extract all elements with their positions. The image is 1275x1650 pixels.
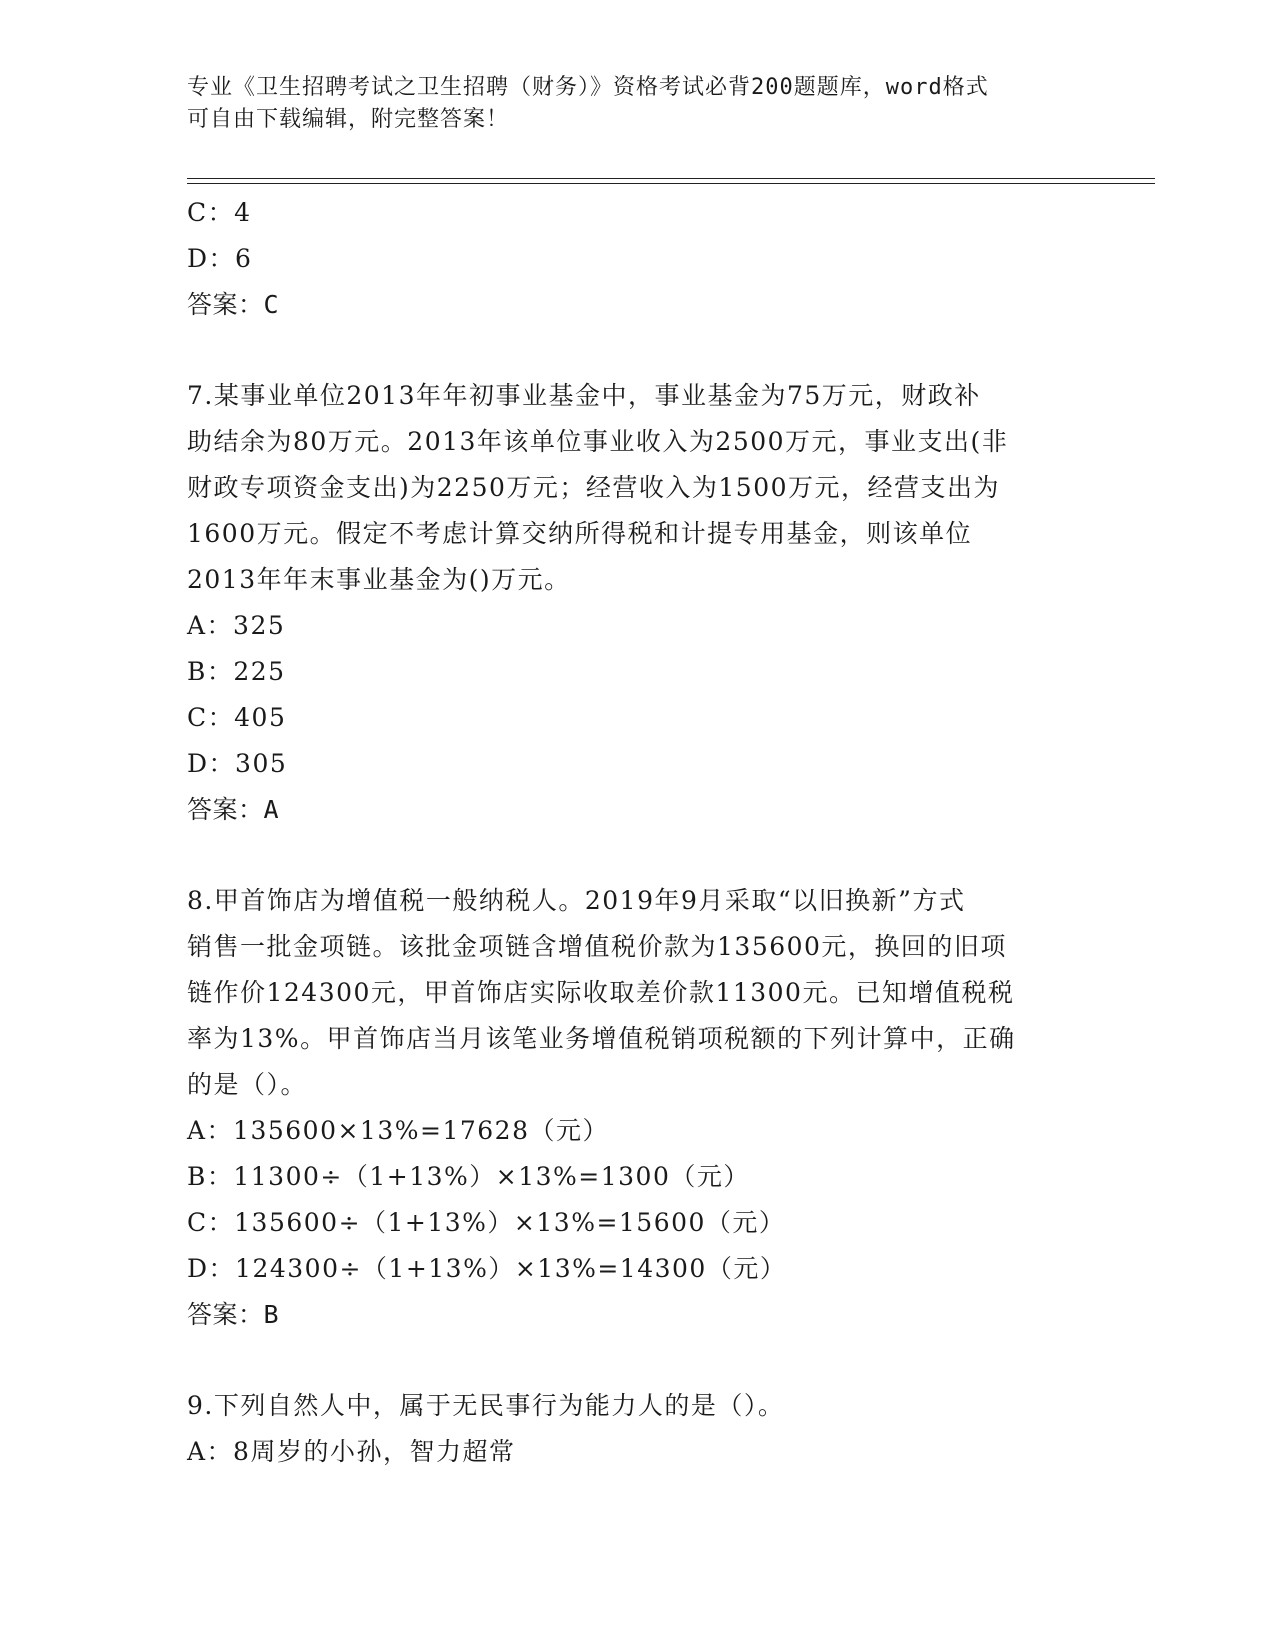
prev-question-tail <box>187 190 1087 328</box>
question-8 <box>187 878 1087 1338</box>
answer-line: 答案：A <box>187 795 280 824</box>
answer-line: 答案：B <box>187 1300 280 1329</box>
question-9 <box>187 1383 1087 1475</box>
question-stem-line: 助结余为80万元。2013年该单位事业收入为2500万元，事业支出(非 <box>187 427 1009 456</box>
question-7 <box>187 373 1087 833</box>
option-a: A：8周岁的小孙，智力超常 <box>187 1437 516 1466</box>
question-stem-line: 9.下列自然人中，属于无民事行为能力人的是（）。 <box>187 1391 785 1420</box>
question-list <box>187 190 1087 1475</box>
option-c: C：135600÷（1+13%）×13%=15600（元） <box>187 1208 786 1237</box>
option-d: D：305 <box>187 749 288 778</box>
question-stem-line: 的是（）。 <box>187 1070 308 1099</box>
document-header <box>187 72 1087 136</box>
option-a: A：135600×13%=17628（元） <box>187 1116 609 1145</box>
question-stem-line: 8.甲首饰店为增值税一般纳税人。2019年9月采取“以旧换新”方式 <box>187 886 966 915</box>
question-stem-line: 7.某事业单位2013年年初事业基金中，事业基金为75万元，财政补 <box>187 381 981 410</box>
header-divider-top <box>187 178 1155 179</box>
option-d: D：6 <box>187 244 253 273</box>
header-title-line-1: 专业《卫生招聘考试之卫生招聘（财务）》资格考试必背200题题库，word格式 <box>187 75 989 100</box>
question-stem-line: 销售一批金项链。该批金项链含增值税价款为135600元，换回的旧项 <box>187 932 1007 961</box>
option-c: C：405 <box>187 703 287 732</box>
question-stem-line: 链作价124300元，甲首饰店实际收取差价款11300元。已知增值税税 <box>187 978 1015 1007</box>
option-b: B：225 <box>187 657 286 686</box>
question-stem-line: 率为13%。甲首饰店当月该笔业务增值税销项税额的下列计算中，正确 <box>187 1024 1016 1053</box>
question-stem-line: 财政专项资金支出)为2250万元；经营收入为1500万元，经营支出为 <box>187 473 1001 502</box>
question-gap <box>187 328 1087 373</box>
option-b: B：11300÷（1+13%）×13%=1300（元） <box>187 1162 750 1191</box>
question-gap <box>187 833 1087 878</box>
question-stem-line: 2013年年末事业基金为()万元。 <box>187 565 571 594</box>
header-divider-bottom <box>187 183 1155 184</box>
option-c: C：4 <box>187 198 252 227</box>
option-a: A：325 <box>187 611 286 640</box>
option-d: D：124300÷（1+13%）×13%=14300（元） <box>187 1254 787 1283</box>
question-stem-line: 1600万元。假定不考虑计算交纳所得税和计提专用基金，则该单位 <box>187 519 973 548</box>
question-gap <box>187 1338 1087 1383</box>
header-title-line-2: 可自由下载编辑，附完整答案！ <box>187 107 510 132</box>
answer-line: 答案：C <box>187 290 280 319</box>
